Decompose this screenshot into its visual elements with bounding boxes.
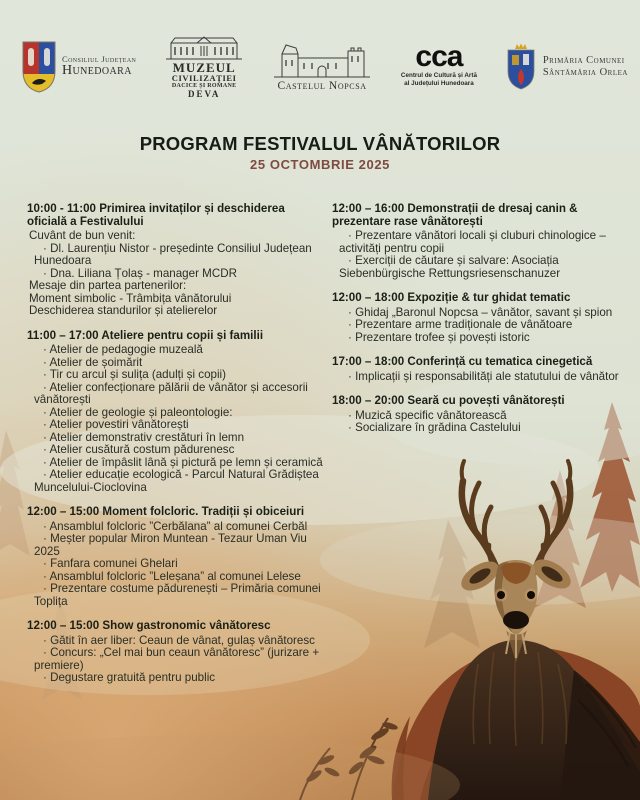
logo-muzeul-civilizatiei [165,34,243,100]
event-block [332,356,633,383]
orlea-coat-of-arms-icon [506,43,536,91]
event-bullet-item: · Prezentare trofee și povești istoric [348,330,530,344]
event-bullet-item: · Fanfara comunei Ghelari [43,557,178,570]
logo-text: Castelul Nopcsa [277,80,367,92]
logo-text: Centrul de Cultură și Artă [400,72,477,80]
event-line: Cuvânt de bun venit: [29,229,136,242]
event-block [27,330,323,495]
event-bullet-item: · Degustare gratuită pentru public [43,671,216,684]
event-bullet-item: · Exerciții de căutare și salvare: Asociația Siebenbürgische Rettungsriesenschanuzer [339,254,561,280]
event-heading: 12:00 – 15:00 Show gastronomic vânătoresc [27,619,271,632]
program-left-column [27,203,323,697]
event-bullet-item: · Atelier de pedagogie muzeală [43,343,203,356]
logo-primaria-santamaria-orlea [506,43,628,91]
logo-text: MUZEUL [172,60,236,76]
event-bullet-item: · Dna. Liliana Țolaș - manager MCDR [43,266,237,280]
logo-text: CIVILIZAȚIEI [171,73,237,84]
event-bullet-item: · Atelier demonstrativ crestături în lemn [43,430,245,444]
event-line: Deschiderea standurilor și atelierelor [29,304,218,317]
hunedoara-coat-of-arms-icon [22,41,56,93]
page-title: PROGRAM FESTIVALUL VÂNĂTORILOR [139,133,501,154]
event-bullet-item: · Muzică specific vânătorească [348,408,507,422]
event-heading: 12:00 – 15:00 Moment folcloric. Tradiții și obiceiuri [27,505,305,518]
event-block [27,620,323,685]
logo-text: DACICE ȘI ROMANE [171,83,237,90]
cca-wordmark: cca [415,39,463,73]
logo-text: Hunedoara [62,63,132,79]
event-heading: 12:00 – 18:00 Expoziție & tur ghidat tematic [332,291,571,304]
logo-text: Consiliul Județean [62,54,137,65]
logo-text: Primăria Comunei [542,54,625,66]
event-bullet-item: · Prezentare arme tradiționale de vânătoare [348,318,573,331]
event-heading: 17:00 – 18:00 Conferință cu tematica cinegetică [332,355,593,368]
event-heading: 11:00 – 17:00 Ateliere pentru copii și familii [27,328,264,342]
event-bullet-item: · Dl. Laurențiu Nistor - președinte Consiliul Județean Hunedoara [34,241,312,267]
event-date: 25 OCTOMBRIE 2025 [249,157,390,172]
event-bullet-item: · Socializare în grădina Castelului [348,421,521,434]
event-bullet-item: · Meșter popular Miron Muntean - Tezaur Uman Viu 2025 [34,532,307,558]
event-bullet-item: · Prezentare costume pădurenești – Primăria comunei Toplița [34,582,321,608]
event-bullet-item: · Atelier cusătură costum pădurenesc [43,443,235,456]
header-logos [22,26,628,108]
logo-castelul-nopcsa [272,42,372,92]
castle-building-icon [272,42,372,78]
event-block [332,395,633,435]
event-bullet-item: · Ghidaj „Baronul Nopcsa – vânător, savant și spion [348,305,613,319]
event-bullet-item: · Atelier educație ecologică - Parcul Natural Grădiștea Muncelului-Cioclovina [34,468,319,494]
logo-consiliul-judetean-hunedoara [22,41,136,93]
event-bullet-item: · Atelier de șoimărit [43,355,143,369]
program-right-column [332,203,633,447]
event-bullet-item: · Atelier povestiri vânătorești [43,418,189,431]
event-bullet-item: · Concurs: „Cel mai bun ceaun vânătoresc” (jurizare + premiere) [34,646,320,672]
event-heading: 12:00 – 16:00 Demonstrații de dresaj canin & prezentare rase vânătorești [332,202,578,228]
event-bullet-item: · Atelier de geologie și paleontologie: [43,405,233,419]
event-bullet-item: · Prezentare vânători locali și cluburi chinologice – activități pentru copii [339,229,606,255]
event-block [27,203,323,318]
event-bullet-item: · Atelier confecționare pălării de vânător și accesorii vânătorești [34,380,308,406]
event-bullet-item: · Ansamblul folcloric ”Cerbălana” al comunei Cerbăl [43,519,308,533]
logo-cca [400,39,477,88]
event-bullet-item: · Tir cu arcul și sulița (adulți și copii) [43,368,226,381]
event-heading: 10:00 - 11:00 Primirea invitaților și deschiderea oficială a Festivalului [27,202,285,228]
event-bullet-item: · Atelier de împâslit lână și pictură pe lemn și ceramică [43,455,323,469]
event-block [332,292,633,344]
event-block [27,506,323,608]
event-bullet-item: · Gătit în aer liber: Ceaun de vânat, gulaș vânătoresc [43,633,315,647]
logo-text: al Județului Hunedoara [404,80,474,88]
event-bullet-item: · Implicații și responsabilități ale statutului de vânător [348,369,619,383]
logo-text: DEVA [188,89,221,100]
event-bullet-item: · Ansamblul folcloric ”Leleșana” al comunei Lelese [43,569,301,583]
logo-text: Sântămăria Orlea [542,67,628,78]
event-heading: 18:00 – 20:00 Seară cu povești vânătorești [332,394,565,407]
museum-building-icon [165,34,243,60]
event-line: Mesaje din partea partenerilor: [29,279,187,292]
event-line: Moment simbolic - Trâmbița vânătorului [29,291,232,305]
event-block [332,203,633,280]
